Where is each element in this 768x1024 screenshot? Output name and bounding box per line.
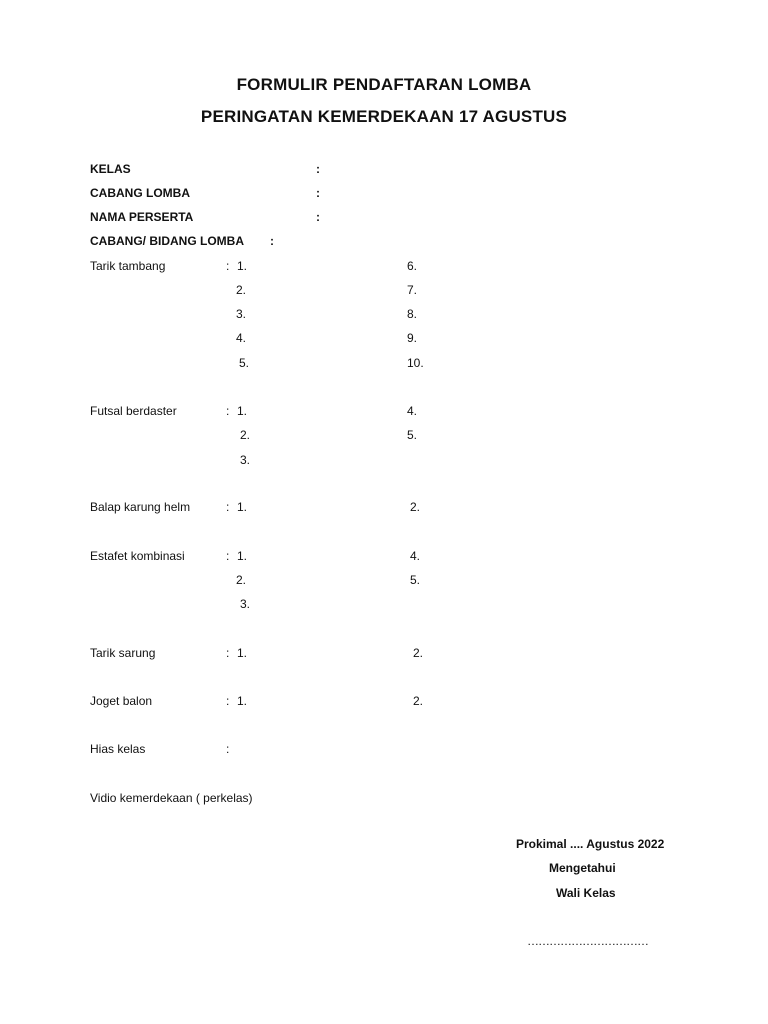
slot-number: 2.: [413, 694, 424, 708]
slot-number: 2.: [240, 428, 251, 442]
slot-number: 5.: [410, 573, 421, 587]
competition-label-joget-balon: Joget balon: [90, 694, 153, 708]
slot-number: 5.: [407, 428, 418, 442]
slot-number: 6.: [407, 259, 418, 273]
competition-label-tarik-tambang: Tarik tambang: [90, 259, 166, 273]
slot-number: 10.: [407, 356, 424, 370]
competition-colon-balap-karung: :: [226, 500, 230, 514]
competition-label-estafet: Estafet kombinasi: [90, 549, 185, 563]
field-colon-kelas: :: [316, 162, 320, 176]
signature-place-date: Prokimal .... Agustus 2022: [516, 837, 665, 851]
signature-name-line: ……………………………: [527, 934, 648, 948]
competition-colon-futsal: :: [226, 404, 230, 418]
slot-number: 4.: [410, 549, 421, 563]
signature-role: Wali Kelas: [556, 886, 616, 900]
competition-colon-tarik-sarung: :: [226, 646, 230, 660]
field-label-kelas: KELAS: [90, 162, 131, 176]
form-title: FORMULIR PENDAFTARAN LOMBA: [236, 75, 532, 94]
slot-number: 1.: [237, 404, 248, 418]
form-subtitle: PERINGATAN KEMERDEKAAN 17 AGUSTUS: [200, 107, 568, 126]
slot-number: 4.: [407, 404, 418, 418]
slot-number: 2.: [236, 283, 247, 297]
slot-number: 3.: [240, 453, 251, 467]
slot-number: 7.: [407, 283, 418, 297]
slot-number: 8.: [407, 307, 418, 321]
slot-number: 2.: [413, 646, 424, 660]
slot-number: 1.: [237, 646, 248, 660]
slot-number: 4.: [236, 331, 247, 345]
slot-number: 1.: [237, 500, 248, 514]
competition-label-hias-kelas: Hias kelas: [90, 742, 146, 756]
competition-label-tarik-sarung: Tarik sarung: [90, 646, 156, 660]
competition-colon-estafet: :: [226, 549, 230, 563]
field-label-cabang-bidang: CABANG/ BIDANG LOMBA: [90, 234, 244, 248]
competition-label-balap-karung: Balap karung helm: [90, 500, 191, 514]
slot-number: 1.: [237, 694, 248, 708]
competition-colon-hias-kelas: :: [226, 742, 230, 756]
competition-colon-tarik-tambang: :: [226, 259, 230, 273]
slot-number: 1.: [237, 259, 248, 273]
field-colon-cabang-bidang: :: [270, 234, 274, 248]
competition-colon-joget-balon: :: [226, 694, 230, 708]
competition-label-futsal: Futsal berdaster: [90, 404, 177, 418]
slot-number: 2.: [410, 500, 421, 514]
field-label-cabang-lomba: CABANG LOMBA: [90, 186, 190, 200]
slot-number: 9.: [407, 331, 418, 345]
slot-number: 5.: [239, 356, 250, 370]
competition-label-vidio: Vidio kemerdekaan ( perkelas): [90, 791, 253, 805]
slot-number: 3.: [236, 307, 247, 321]
field-colon-cabang-lomba: :: [316, 186, 320, 200]
field-colon-nama-peserta: :: [316, 210, 320, 224]
field-label-nama-peserta: NAMA PERSERTA: [90, 210, 194, 224]
slot-number: 3.: [240, 597, 251, 611]
signature-acknowledged: Mengetahui: [549, 861, 616, 875]
slot-number: 1.: [237, 549, 248, 563]
slot-number: 2.: [236, 573, 247, 587]
